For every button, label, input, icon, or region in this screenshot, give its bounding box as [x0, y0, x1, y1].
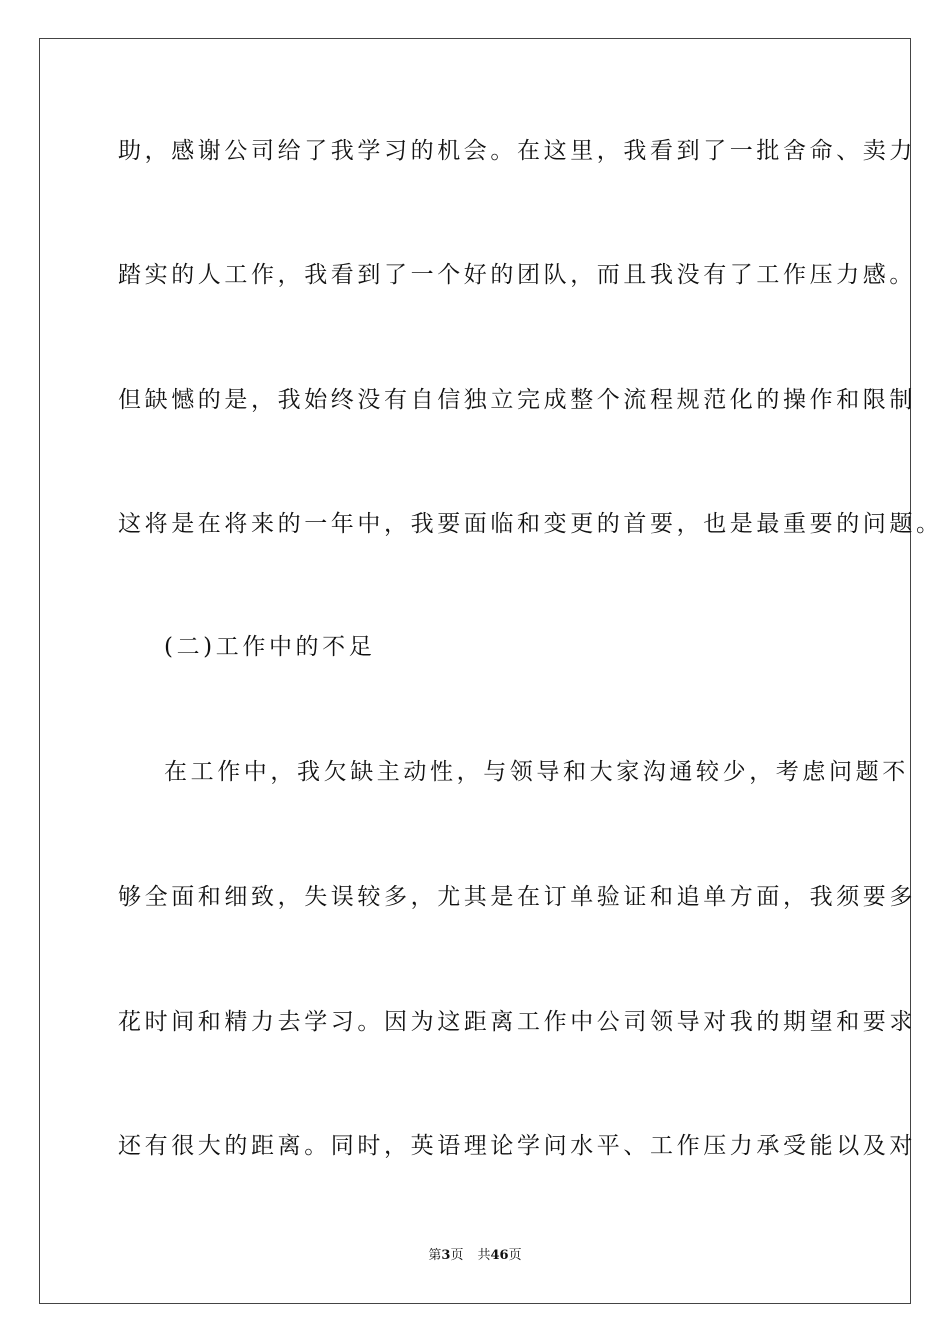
body-text-line-3: 但缺憾的是，我始终没有自信独立完成整个流程规范化的操作和限制: [118, 387, 916, 413]
body-text-line-8: 还有很大的距离。同时，英语理论学问水平、工作压力承受能以及对: [118, 1133, 916, 1159]
body-text-line-7: 花时间和精力去学习。因为这距离工作中公司领导对我的期望和要求: [118, 1009, 916, 1035]
body-text-line-5: 在工作中，我欠缺主动性，与领导和大家沟通较少，考虑问题不: [164, 759, 909, 785]
page-number: 3: [441, 1248, 451, 1263]
page-indicator: 第3页: [428, 1248, 464, 1263]
section-heading: (二)工作中的不足: [164, 634, 376, 660]
body-text-line-4: 这将是在将来的一年中，我要面临和变更的首要，也是最重要的问题。: [118, 511, 943, 537]
body-text-line-1: 助，感谢公司给了我学习的机会。在这里，我看到了一批舍命、卖力: [118, 138, 916, 164]
page-footer: [0, 1247, 950, 1265]
total-pages-indicator: 共46页: [477, 1248, 522, 1263]
total-pages: 46: [490, 1248, 509, 1263]
body-text-line-2: 踏实的人工作，我看到了一个好的团队，而且我没有了工作压力感。: [118, 262, 916, 288]
page-border: [39, 38, 911, 1304]
body-text-line-6: 够全面和细致，失误较多，尤其是在订单验证和追单方面，我须要多: [118, 884, 916, 910]
